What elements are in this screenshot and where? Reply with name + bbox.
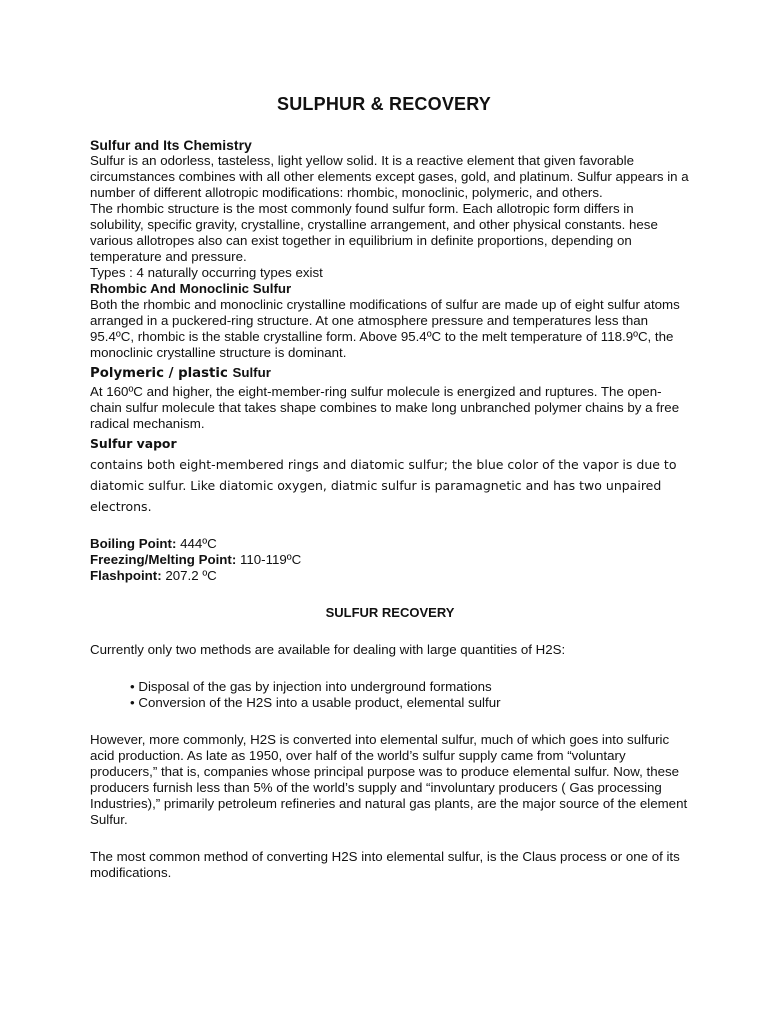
paragraph-vapor: contains both eight-membered rings and diatomic sulfur; the blue color of the vapor is due to diatomic sulfur. Like diatomic oxygen, diatmic sulfur is paramagnetic and has two unpaired electrons. (90, 457, 677, 514)
melting-point-value: 110-119ºC (236, 552, 302, 567)
boiling-point-value: 444ºC (176, 536, 217, 551)
page-title: SULPHUR & RECOVERY (277, 94, 491, 114)
paragraph-rhombic-monoclinic: Both the rhombic and monoclinic crystalline modifications of sulfur are made up of eight sulfur atoms arranged in a puckered-ring structure. At one atmosphere pressure and temperatures less than 95.4ºC, rhombic is the stable crystalline form. Above 95.4ºC to the melt temperature of 118.9ºC, the monoclinic crystalline structure is dominant. (90, 297, 680, 360)
properties-block (90, 536, 690, 584)
list-item: • Disposal of the gas by injection into underground formations (130, 679, 492, 694)
section-heading-vapor: Sulfur vapor (90, 436, 177, 451)
heading-sulfur-part: Sulfur (232, 365, 271, 380)
boiling-point-label: Boiling Point: (90, 536, 177, 551)
melting-point-row (90, 552, 690, 568)
paragraph-producers: However, more commonly, H2S is converted into elemental sulfur, much of which goes into sulfuric acid production. As late as 1950, over half of the world’s sulfur supply came from “voluntary producers,” that is, companies whose principal purpose was to produce elemental sulfur. Now, these producers furnish less than 5% of the world’s supply and “involuntary producers ( Gas processing Industries),” primarily petroleum refineries and natural gas plants, are the major source of the element Sulfur. (90, 732, 688, 827)
flashpoint-row (90, 568, 690, 584)
section-heading-recovery: SULFUR RECOVERY (325, 605, 455, 620)
boiling-point-row (90, 536, 690, 552)
list-item: • Conversion of the H2S into a usable product, elemental sulfur (130, 695, 501, 710)
section-heading-polymeric (90, 365, 690, 382)
heading-polymeric-part: Polymeric / plastic (90, 366, 233, 381)
paragraph-claus: The most common method of converting H2S into elemental sulfur, is the Claus process or one of its modifications. (90, 849, 680, 880)
paragraph-polymeric: At 160ºC and higher, the eight-member-ring sulfur molecule is energized and ruptures. The open-chain sulfur molecule that takes shape combines to make long unbranched polymer chains by a free radical mechanism. (90, 384, 680, 431)
methods-list (130, 679, 690, 711)
paragraph-types: Types : 4 naturally occurring types exist (90, 265, 323, 280)
paragraph-methods-intro: Currently only two methods are available for dealing with large quantities of H2S: (90, 642, 566, 657)
flashpoint-label: Flashpoint: (90, 568, 162, 583)
section-heading-rhombic-monoclinic: Rhombic And Monoclinic Sulfur (90, 281, 292, 296)
flashpoint-value: 207.2 ºC (161, 568, 217, 583)
paragraph-rhombic-structure: The rhombic structure is the most commonly found sulfur form. Each allotropic form differs in solubility, specific gravity, crystalline, crystalline arrangement, and other physical constants. hese various allotropes also can exist together in equilibrium in definite proportions, depending on temperature and pressure. (90, 201, 658, 264)
section-heading-chemistry: Sulfur and Its Chemistry (90, 137, 252, 153)
paragraph-intro: Sulfur is an odorless, tasteless, light yellow solid. It is a reactive element that given favorable circumstances combines with all other elements except gases, gold, and platinum. Sulfur appears in a number of different allotropic modifications: rhombic, monoclinic, polymeric, and others. (90, 153, 689, 200)
document-body (90, 137, 690, 881)
melting-point-label: Freezing/Melting Point: (90, 552, 237, 567)
